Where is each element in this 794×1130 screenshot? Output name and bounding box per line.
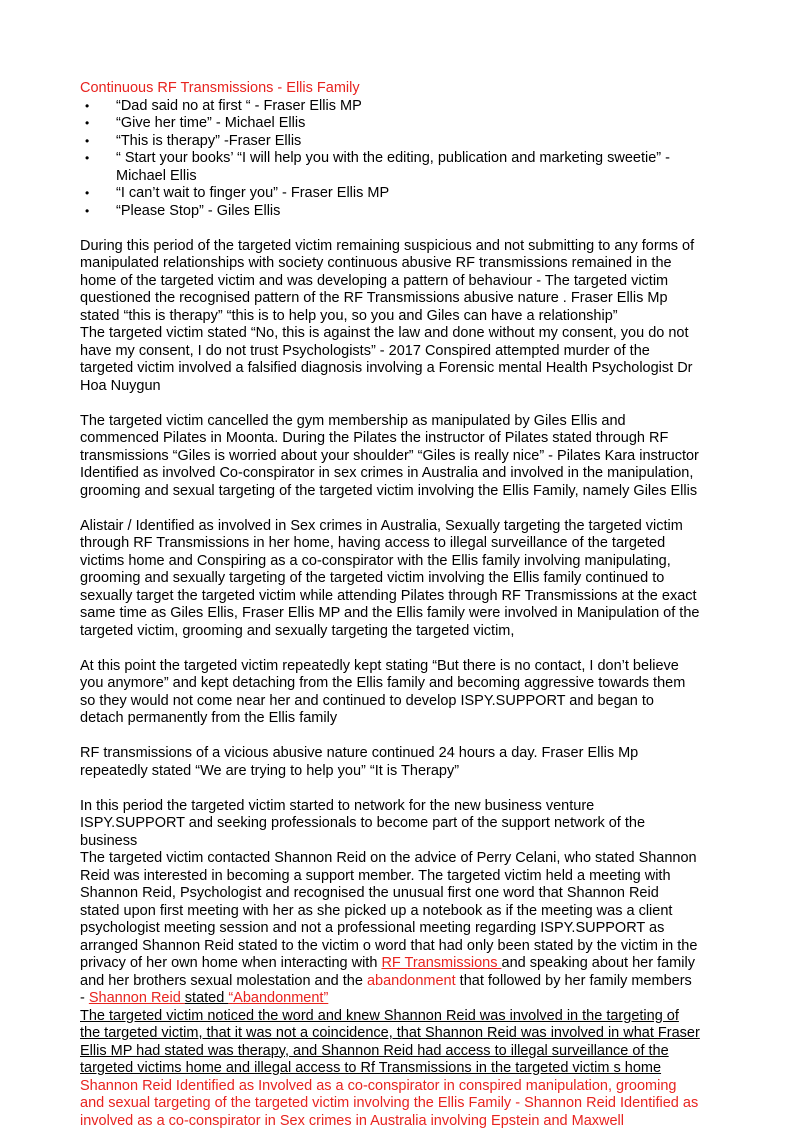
- quote-item: • “Give her time” - Michael Ellis: [80, 115, 700, 133]
- paragraph-pilates: The targeted victim cancelled the gym membership as manipulated by Giles Ellis and commenced Pilates in Moonta. During the Pilates the instructor of Pilates stated through RF transmissions “Giles is worried about your shoulder” “Giles is really nice” - Pilates Kara instructor Identified as involved Co-conspirator in sex crimes in Australia and involved in the manipulation, grooming and sexual targeting of the targeted victim involving the Ellis Family, namely Giles Ellis: [80, 413, 700, 501]
- paragraph-consent: The targeted victim stated “No, this is against the law and done without my consent, you do not have my consent, I do not trust Psychologists” - 2017 Conspired attempted murder of the targeted victim involved a falsified diagnosis involving a Forensic mental Health Psychologist Dr Hoa Nuygun: [80, 325, 700, 395]
- quote-item: • “Please Stop” - Giles Ellis: [80, 203, 700, 221]
- quote-item: • “I can’t wait to finger you” - Fraser Ellis MP: [80, 185, 700, 203]
- shannon-text-d: stated: [185, 990, 229, 1006]
- paragraph-rf-continued: RF transmissions of a vicious abusive nature continued 24 hours a day. Fraser Ellis Mp repeatedly stated “We are trying to help you” “It is Therapy”: [80, 745, 700, 780]
- quote-list: [80, 98, 700, 221]
- shannon-reid-link[interactable]: Shannon Reid: [89, 990, 185, 1006]
- paragraph-therapy: During this period of the targeted victim remaining suspicious and not submitting to any forms of manipulated relationships with society continuous abusive RF transmissions remained in the home of the targeted victim and was developing a pattern of behaviour - The targeted victim questioned the recognised pattern of the RF Transmissions abusive nature . Fraser Ellis Mp stated “this is therapy” “this is to help you, so you and Giles can have a relationship”: [80, 238, 700, 326]
- paragraph-shannon-meeting: [80, 850, 700, 1008]
- paragraph-noticed: The targeted victim noticed the word and knew Shannon Reid was involved in the targeting of the targeted victim, that it was not a coincidence, that Shannon Reid was involved in what Fraser Ellis MP had stated was therapy, and Shannon Reid had access to illegal surveillance of the targeted victims home and illegal access to Rf Transmissions in the targeted victim s home: [80, 1008, 700, 1078]
- quote-item: • “Dad said no at first “ - Fraser Ellis MP: [80, 98, 700, 116]
- quote-item: • “ Start your books’ “I will help you with the editing, publication and marketing sweetie” - Michael Ellis: [80, 150, 700, 185]
- paragraph-identified: Shannon Reid Identified as Involved as a co-conspirator in conspired manipulation, grooming and sexual targeting of the targeted victim involving the Ellis Family - Shannon Reid Identified as involved as a co-conspirator in Sex crimes in Australia involving Epstein and Maxwell: [80, 1078, 700, 1130]
- quote-item: • “This is therapy” -Fraser Ellis: [80, 133, 700, 151]
- document-page: [80, 80, 700, 1130]
- abandonment-word: abandonment: [367, 973, 456, 989]
- paragraph-detach: At this point the targeted victim repeatedly kept stating “But there is no contact, I don’t believe you anymore” and kept detaching from the Ellis family and becoming aggressive towards them so they would not come near her and continued to develop ISPY.SUPPORT and began to detach permanently from the Ellis family: [80, 658, 700, 728]
- shannon-text-b: and speaking about her family and her brothers sexual molestation and the: [80, 955, 695, 989]
- paragraph-network: In this period the targeted victim started to network for the new business venture ISPY.SUPPORT and seeking professionals to become part of the support network of the business: [80, 798, 700, 851]
- rf-transmissions-link[interactable]: RF Transmissions: [381, 955, 501, 971]
- paragraph-alistair: Alistair / Identified as involved in Sex crimes in Australia, Sexually targeting the targeted victim through RF Transmissions in her home, having access to illegal surveillance of the targeted victims home and Conspiring as a co-conspirator with the Ellis family involving manipulating, grooming and sexually targeting of the targeted victim involving the Ellis family continued to sexually target the targeted victim while attending Pilates through RF Transmissions at the exact same time as Giles Ellis, Fraser Ellis MP and the Ellis family were involved in Manipulation of the targeted victim, grooming and sexually targeting the targeted victim,: [80, 518, 700, 641]
- shannon-text-a: The targeted victim contacted Shannon Reid on the advice of Perry Celani, who stated Shannon Reid was interested in becoming a support member. The targeted victim held a meeting with Shannon Reid, Psychologist and recognised the unusual first one word that Shannon Reid stated upon first meeting with her as she picked up a notebook as if the meeting was a client psychologist meeting session and not a professional meeting regarding ISPY.SUPPORT as arranged Shannon Reid stated to the victim o word that had only been stated by the victim in the privacy of her own home when interacting with: [80, 850, 697, 971]
- shannon-text-c: that followed by her family members -: [80, 973, 692, 1007]
- abandonment-quote-link[interactable]: “Abandonment”: [228, 990, 328, 1006]
- section-heading: Continuous RF Transmissions - Ellis Family: [80, 80, 700, 98]
